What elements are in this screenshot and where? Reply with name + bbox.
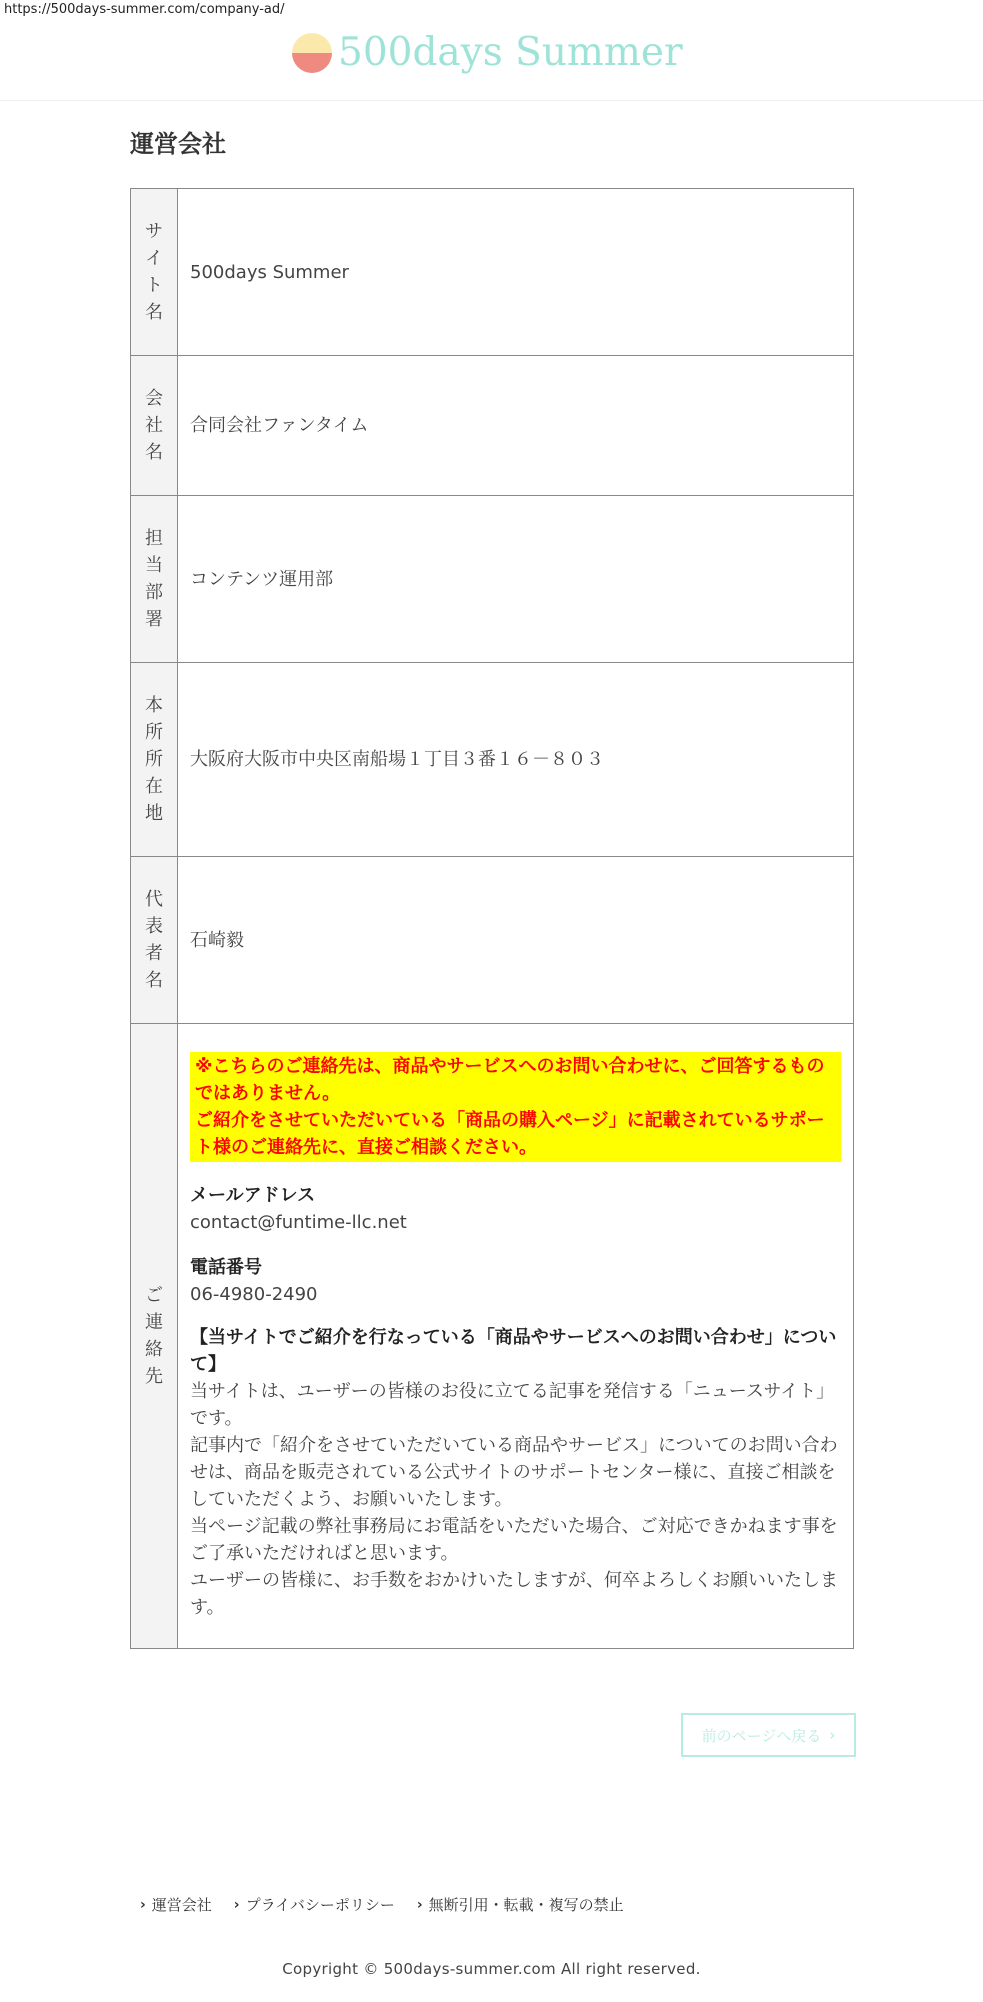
inquiry-paragraph: 当サイトは、ユーザーの皆様のお役に立てる記事を発信する「ニュースサイト」です。 (190, 1381, 835, 1429)
row-value: 500days Summer (178, 189, 854, 356)
inquiry-paragraph: 記事内で「紹介をさせていただいている商品やサービス」についてのお問い合わせは、商品を販売されている公式サイトのサポートセンター様に、直接ご相談をしていただくよう、お願いいたします。 (190, 1435, 838, 1510)
chevron-right-icon: › (233, 1896, 240, 1913)
url-bar: https://500days-summer.com/company-ad/ (4, 2, 285, 17)
row-label: 本所所在地 (131, 663, 178, 857)
contact-cell (178, 1024, 854, 1649)
phone-value: 06-4980-2490 (190, 1284, 318, 1305)
row-value: コンテンツ運用部 (178, 496, 854, 663)
chevron-right-icon: › (829, 1726, 836, 1744)
table-row (131, 1024, 854, 1649)
page-title: 運営会社 (130, 130, 226, 158)
row-value: 合同会社ファンタイム (178, 356, 854, 496)
row-label: サイト名 (131, 189, 178, 356)
back-to-previous-page-button[interactable] (681, 1713, 856, 1757)
chevron-right-icon: › (416, 1896, 423, 1913)
notice-line: ご紹介をさせていただいている「商品の購入ページ」に記載されているサポート様のご連絡先に、直接ご相談ください。 (195, 1110, 825, 1158)
email-label: メールアドレス (190, 1185, 316, 1206)
inquiry-paragraph: ユーザーの皆様に、お手数をおかけいたしますが、何卒よろしくお願いいたします。 (190, 1570, 838, 1618)
sun-logo-icon (292, 33, 332, 73)
phone-block (190, 1254, 841, 1308)
footer-link-label: 無断引用・転載・複写の禁止 (428, 1896, 624, 1914)
footer-nav (140, 1894, 624, 1915)
copyright: Copyright © 500days-summer.com All right reserved. (282, 1960, 701, 1978)
site-logo[interactable] (292, 30, 683, 75)
row-value: 石崎毅 (178, 857, 854, 1024)
row-label: ご連絡先 (131, 1024, 178, 1649)
company-info-table (130, 188, 854, 1649)
row-value: 大阪府大阪市中央区南船場１丁目３番１６－８０３ (178, 663, 854, 857)
footer-link-company[interactable] (140, 1894, 212, 1915)
notice-box (190, 1052, 841, 1162)
notice-line: ※こちらのご連絡先は、商品やサービスへのお問い合わせに、ご回答するものではありません。 (195, 1056, 825, 1104)
inquiry-body (190, 1378, 841, 1621)
logo-text: 500days Summer (338, 30, 683, 75)
email-block (190, 1182, 841, 1236)
phone-label: 電話番号 (190, 1257, 262, 1278)
row-label: 担当部署 (131, 496, 178, 663)
site-header (0, 0, 983, 101)
back-button-label: 前のページへ戻る (701, 1726, 822, 1745)
table-row (131, 189, 854, 356)
footer-link-label: プライバシーポリシー (245, 1896, 395, 1914)
email-value: contact@funtime-llc.net (190, 1212, 407, 1233)
footer-link-label: 運営会社 (151, 1896, 212, 1914)
table-row (131, 356, 854, 496)
footer-link-copyright-policy[interactable] (417, 1894, 624, 1915)
chevron-right-icon: › (140, 1896, 146, 1913)
inquiry-paragraph: 当ページ記載の弊社事務局にお電話をいただいた場合、ご対応できかねます事をご了承いただければと思います。 (190, 1516, 838, 1564)
footer-link-privacy[interactable] (234, 1894, 395, 1915)
table-row (131, 663, 854, 857)
table-row (131, 857, 854, 1024)
table-row (131, 496, 854, 663)
row-label: 代表者名 (131, 857, 178, 1024)
inquiry-title: 【当サイトでご紹介を行なっている「商品やサービスへのお問い合わせ」について】 (190, 1327, 837, 1375)
row-label: 会社名 (131, 356, 178, 496)
